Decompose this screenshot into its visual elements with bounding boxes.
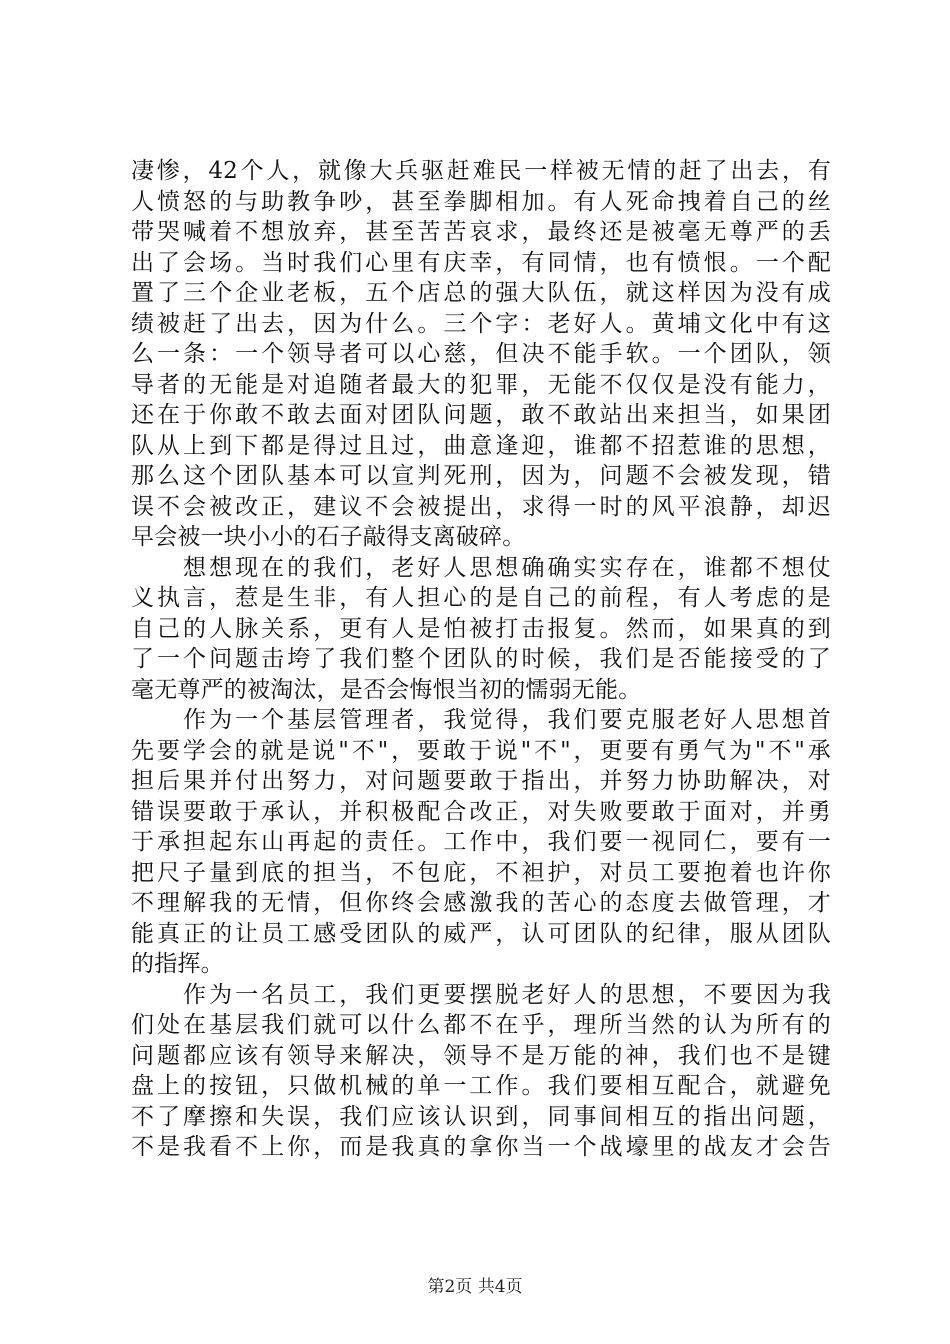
text-line: 么一条：一个领导者可以心慈，但决不能手软。一个团队，领 (131, 341, 831, 367)
text-line: 不了摩擦和失误，我们应该认识到，同事间相互的指出问题， (131, 1103, 831, 1130)
text-line: 还在于你敢不敢去面对团队问题，敢不敢站出来担当，如果团 (131, 402, 831, 428)
paragraph (131, 156, 831, 553)
text-line: 凄惨，42个人，就像大兵驱赶难民一样被无情的赶了出去，有 (131, 158, 831, 184)
text-line: 担后果并付出努力，对问题要敢于指出，并努力协助解决，对 (131, 768, 831, 794)
text-line: 问题都应该有领导来解决，领导不是万能的神，我们也不是键 (131, 1042, 831, 1069)
text-line: 导者的无能是对追随者最大的犯罪，无能不仅仅是没有能力， (131, 371, 831, 398)
document-body (131, 156, 831, 1163)
text-line: 的指挥。 (131, 951, 224, 977)
text-line: 不理解我的无情，但你终会感激我的苦心的态度去做管理，才 (131, 890, 831, 916)
text-line: 不是我看不上你，而是我真的拿你当一个战壕里的战友才会告 (131, 1134, 831, 1160)
text-line: 置了三个企业老板，五个店总的强大队伍，就这样因为没有成 (131, 280, 831, 306)
text-line: 把尺子量到底的担当，不包庇，不袒护，对员工要抱着也许你 (131, 859, 831, 886)
paragraph (131, 553, 831, 706)
text-line: 作为一名员工，我们更要摆脱老好人的思想，不要因为我 (131, 981, 831, 1008)
text-line: 那么这个团队基本可以宣判死刑，因为，问题不会被发现，错 (131, 463, 831, 489)
text-line: 了一个问题击垮了我们整个团队的时候，我们是否能接受的了 (131, 646, 831, 672)
text-line: 带哭喊着不想放弃，甚至苦苦哀求，最终还是被毫无尊严的丢 (131, 219, 831, 245)
text-line: 错误要敢于承认，并积极配合改正，对失败要敢于面对，并勇 (131, 798, 831, 825)
text-line: 能真正的让员工感受团队的威严，认可团队的纪律，服从团队 (131, 920, 831, 947)
text-line: 想想现在的我们，老好人思想确确实实存在，谁都不想仗 (131, 554, 831, 581)
text-line: 们处在基层我们就可以什么都不在乎，理所当然的认为所有的 (131, 1012, 831, 1038)
page-number-footer: 第2页 共4页 (427, 1277, 523, 1297)
paragraph (131, 705, 831, 980)
text-line: 早会被一块小小的石子敲得支离破碎。 (131, 524, 526, 550)
text-line: 出了会场。当时我们心里有庆幸，有同情，也有愤恨。一个配 (131, 249, 831, 276)
text-line: 队从上到下都是得过且过，曲意逢迎，谁都不招惹谁的思想， (131, 432, 831, 459)
text-line: 自己的人脉关系，更有人是怕被打击报复。然而，如果真的到 (131, 615, 831, 642)
text-line: 误不会被改正，建议不会被提出，求得一时的风平浪静，却迟 (131, 493, 831, 520)
text-line: 人愤怒的与助教争吵，甚至拳脚相加。有人死命拽着自己的丝 (131, 188, 831, 215)
text-line: 先要学会的就是说"不"，要敢于说"不"，更要有勇气为"不"承 (131, 737, 831, 764)
text-line: 于承担起东山再起的责任。工作中，我们要一视同仁，要有一 (131, 829, 831, 855)
text-line: 义执言，惹是生非，有人担心的是自己的前程，有人考虑的是 (131, 585, 831, 611)
text-line: 作为一个基层管理者，我觉得，我们要克服老好人思想首 (131, 707, 831, 733)
text-line: 盘上的按钮，只做机械的单一工作。我们要相互配合，就避免 (131, 1073, 831, 1099)
text-line: 绩被赶了出去，因为什么。三个字：老好人。黄埔文化中有这 (131, 310, 831, 337)
text-line: 毫无尊严的被淘汰，是否会悔恨当初的懦弱无能。 (131, 676, 642, 703)
paragraph (131, 980, 831, 1163)
